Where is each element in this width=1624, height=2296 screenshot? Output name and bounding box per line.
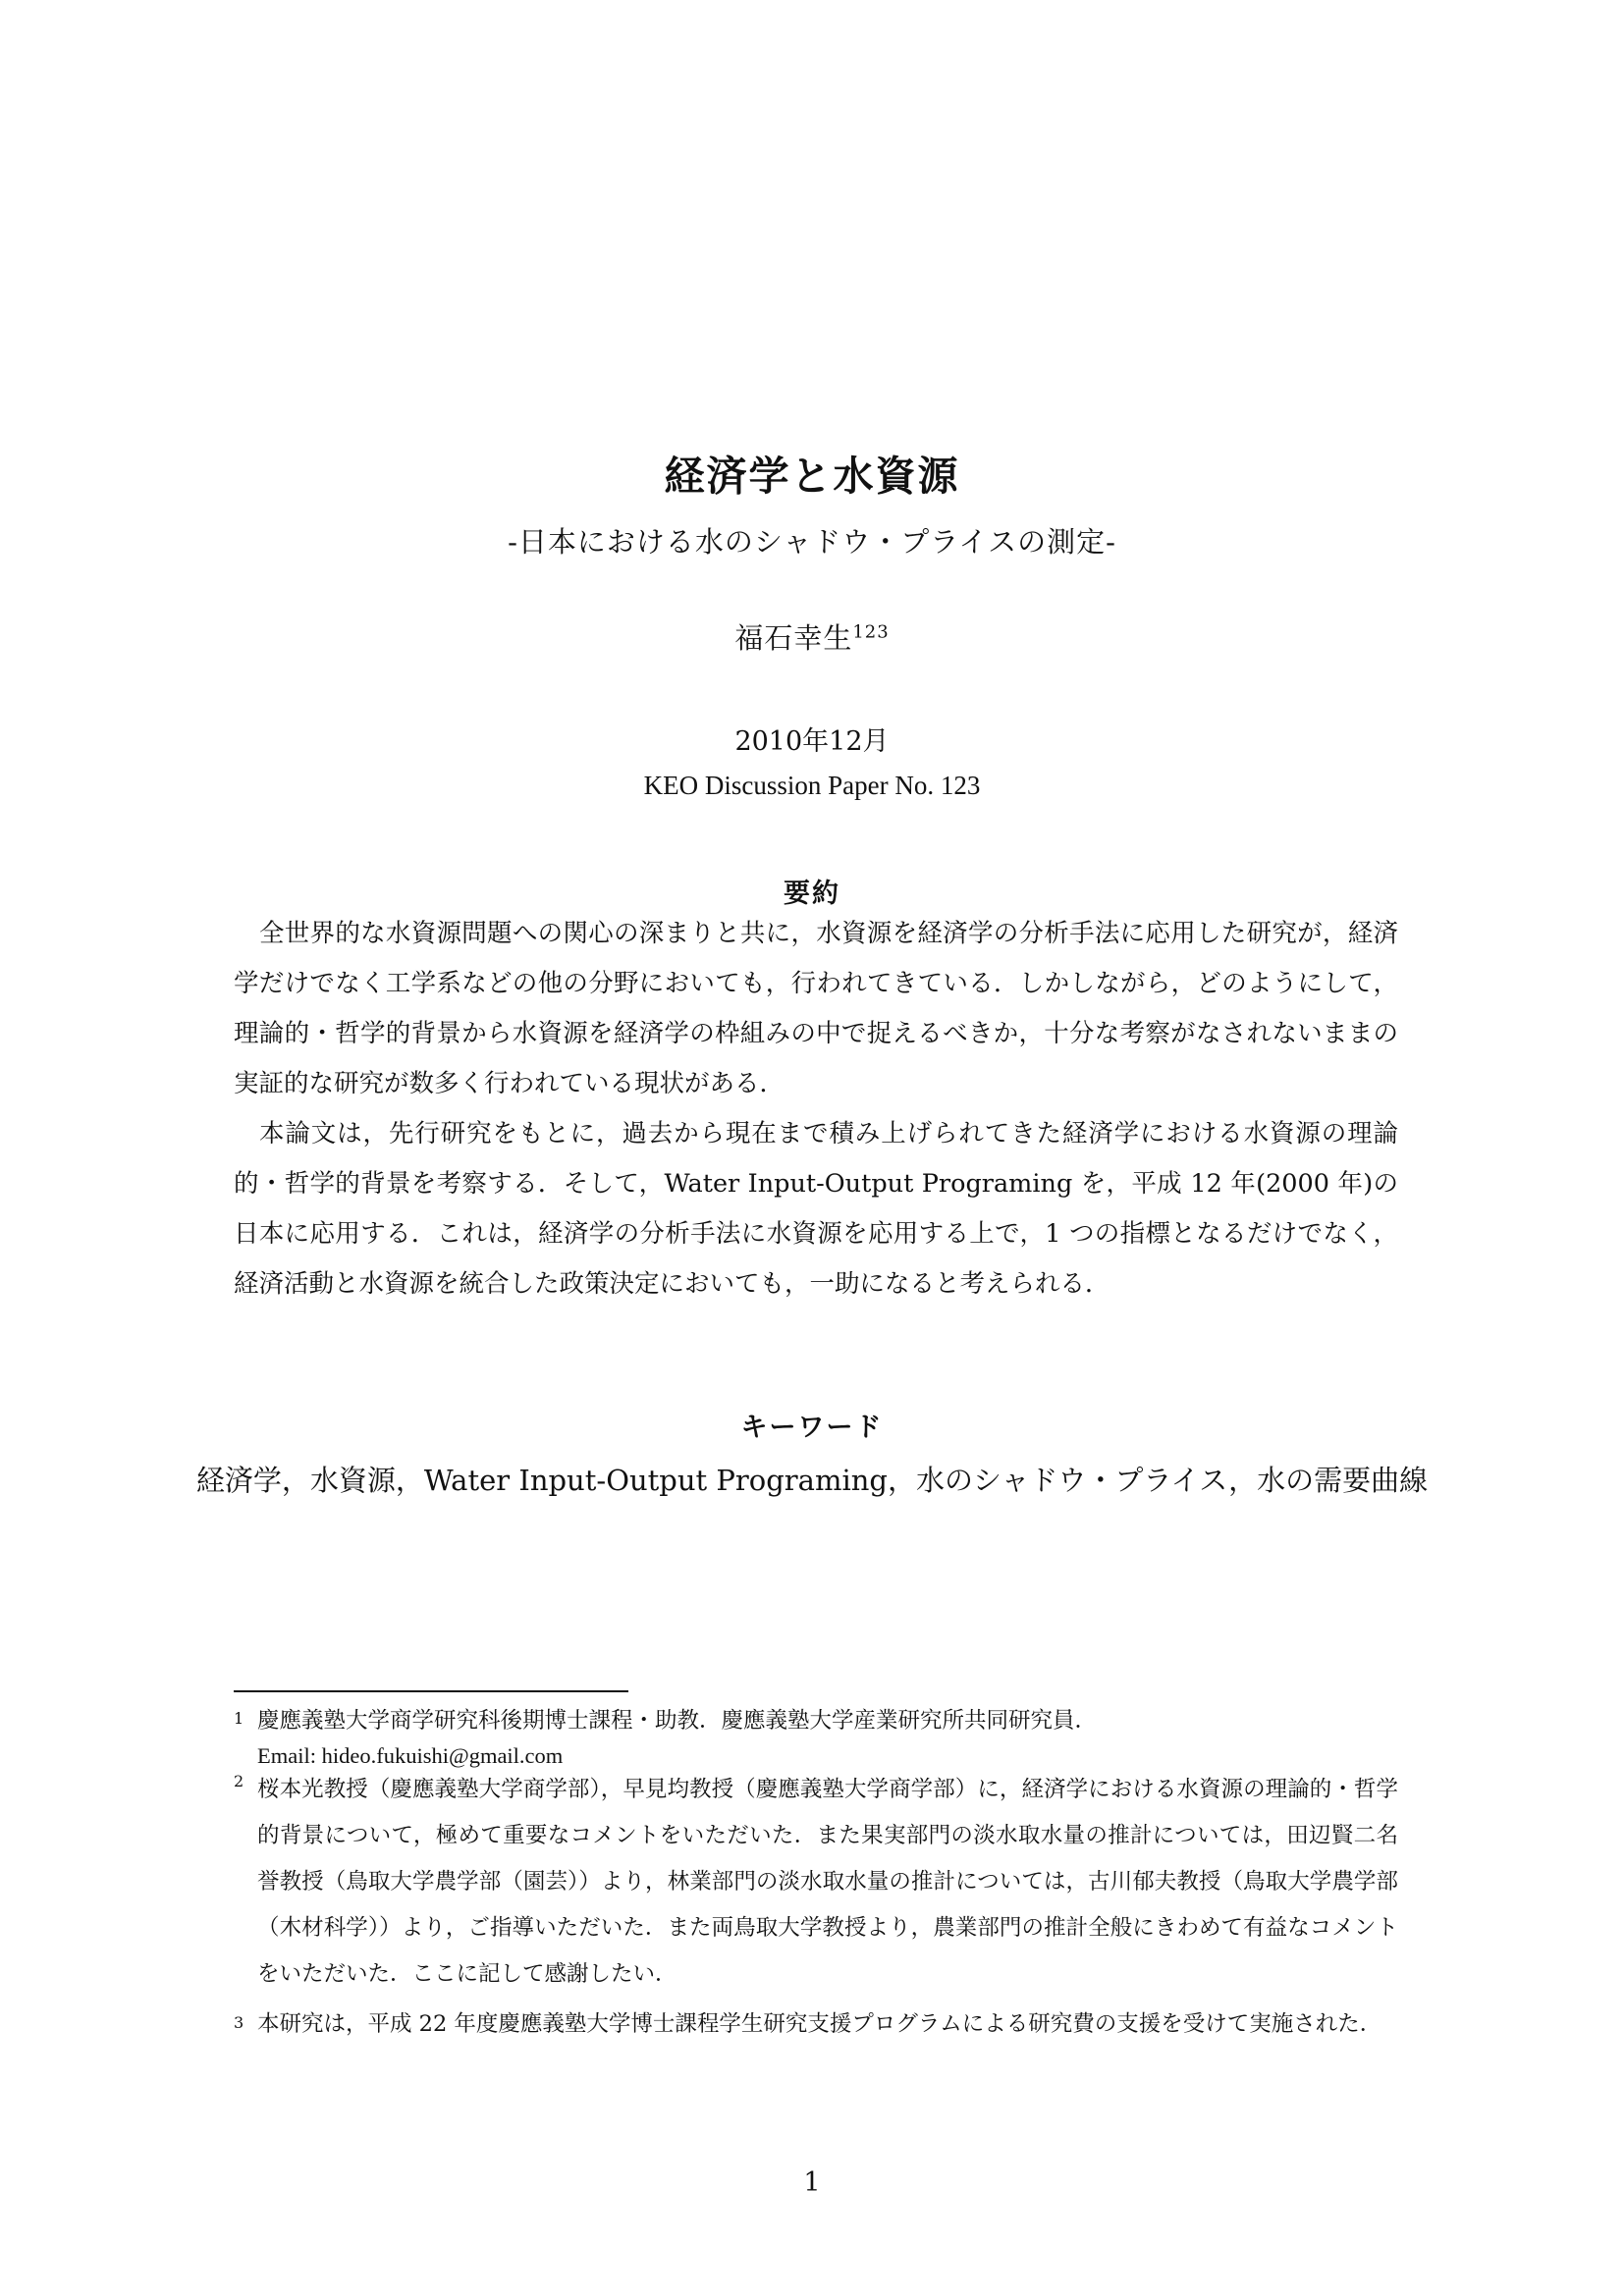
- footnote-1: [234, 1704, 1398, 1774]
- keywords-list: 経済学，水資源，Water Input-Output Programing，水のシャドウ・プライス，水の需要曲線: [195, 1464, 1429, 1497]
- paper-title: 経済学と水資源: [664, 453, 960, 500]
- author-footnote-marks: 123: [852, 621, 890, 643]
- abstract-heading: 要約: [784, 879, 840, 909]
- publication-date: 2010年12月: [734, 726, 890, 757]
- author-line: [0, 616, 1624, 657]
- footnote-email: Email: hideo.fukuishi@gmail.com: [257, 1743, 564, 1768]
- keywords-heading: キーワード: [740, 1413, 884, 1443]
- author-name: 福石幸生: [734, 621, 853, 655]
- footnote-mark: 3: [234, 2013, 244, 2032]
- footnote-mark: 2: [234, 1772, 244, 1790]
- abstract-paragraph: 本論文は，先行研究をもとに，過去から現在まで積み上げられてきた経済学における水資源の理論的・哲学的背景を考察する．そして，Water Input-Output Programing を，平成 12 年(2000 年)の日本に応用する．これは，経済学の分析手法に水資源を応用する上で，1 つの指標となるだけでなく，経済活動と水資源を統合した政策決定においても，一助になると考えられる．: [234, 1119, 1398, 1299]
- footnote-text: 慶應義塾大学商学研究科後期博士課程・助教．慶應義塾大学産業研究所共同研究員．: [257, 1708, 1098, 1734]
- footnote-text: 桜本光教授（慶應義塾大学商学部），早見均教授（慶應義塾大学商学部）に，経済学における水資源の理論的・哲学的背景について，極めて重要なコメントをいただいた．また果実部門の淡水取水量の推計については，田辺賢二名誉教授（鳥取大学農学部（園芸））より，林業部門の淡水取水量の推計については，古川郁夫教授（鳥取大学農学部（木材科学））より，ご指導いただいた．また両鳥取大学教授より，農業部門の推計全般にきわめて有益なコメントをいただいた．ここに記して感謝したい．: [257, 1777, 1398, 1987]
- footnote-text: 本研究は，平成 22 年度慶應義塾大学博士課程学生研究支援プログラムによる研究費の支援を受けて実施された．: [257, 2011, 1382, 2037]
- footnote-3: [234, 2008, 1398, 2041]
- discussion-paper-series: KEO Discussion Paper No. 123: [643, 771, 981, 800]
- footnote-separator: [234, 1690, 628, 1692]
- page-number: 1: [803, 2167, 821, 2198]
- footnote-2: [234, 1767, 1398, 1998]
- abstract-paragraph: 全世界的な水資源問題への関心の深まりと共に，水資源を経済学の分析手法に応用した研究が，経済学だけでなく工学系などの他の分野においても，行われてきている．しかしながら，どのようにして，理論的・哲学的背景から水資源を経済学の枠組みの中で捉えるべきか，十分な考察がなされないままの実証的な研究が数多く行われている現状がある．: [234, 919, 1398, 1098]
- paper-subtitle: -日本における水のシャドウ・プライスの測定-: [508, 525, 1116, 559]
- footnote-mark: 1: [234, 1709, 244, 1728]
